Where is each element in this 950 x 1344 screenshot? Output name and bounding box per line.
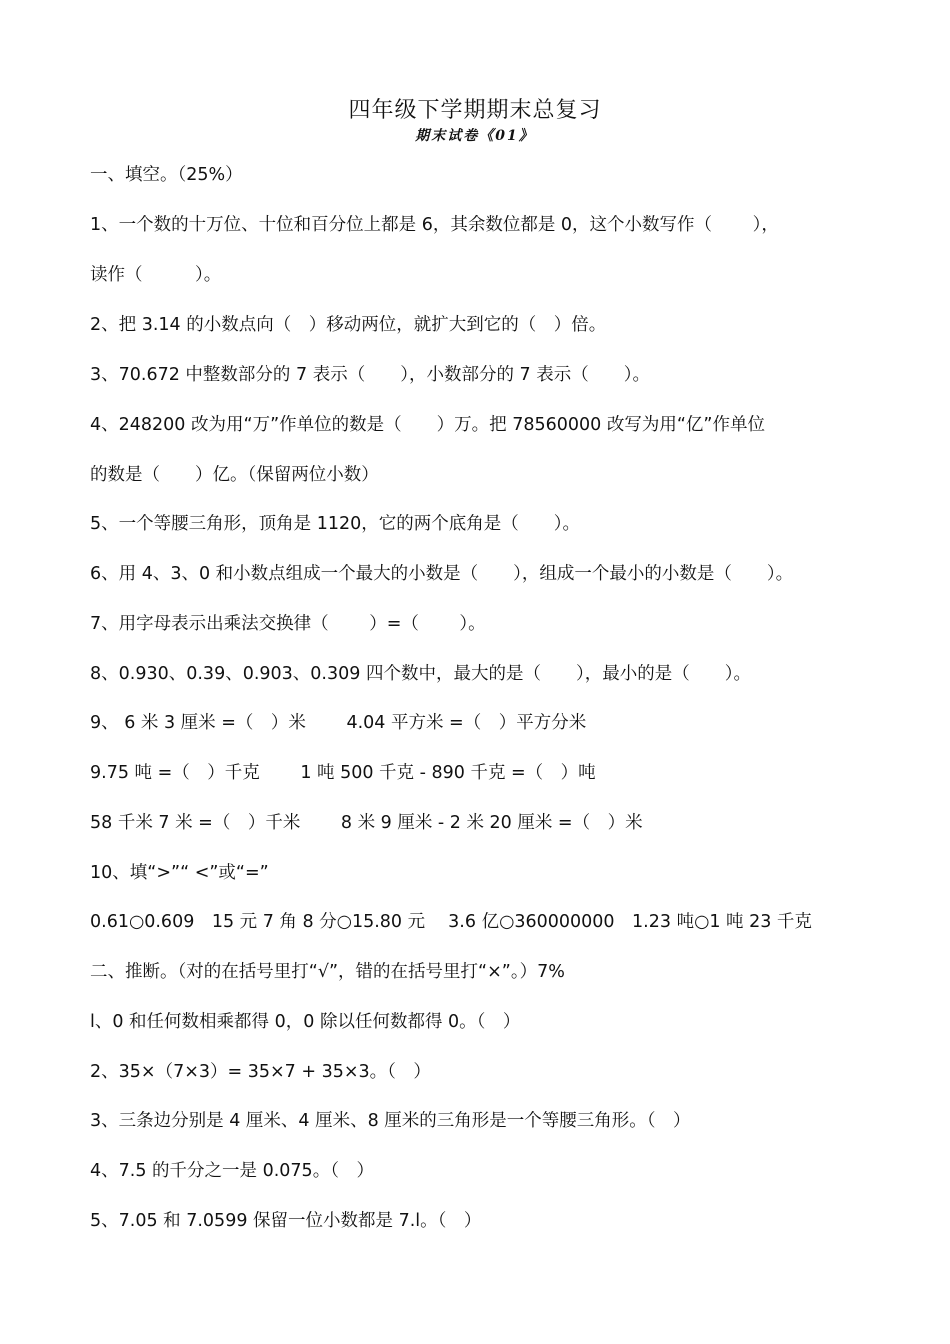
page-subtitle: 期末试卷《01》 (415, 128, 535, 144)
question-5: 5、一个等腰三角形，顶角是 1120，它的两个底角是（ ）。 (90, 514, 580, 534)
question-4-line-1: 4、248200 改为用“万”作单位的数是（ ）万。把 78560000 改写为用“亿”作单位 (90, 415, 765, 435)
judgement-3: 3、三条边分别是 4 厘米、4 厘米、8 厘米的三角形是一个等腰三角形。（ ） (90, 1111, 691, 1131)
question-2: 2、把 3.14 的小数点向（ ）移动两位，就扩大到它的（ ）倍。 (90, 315, 607, 335)
question-9-line-2: 9.75 吨 =（ ）千克 1 吨 500 千克 - 890 千克 =（ ）吨 (90, 763, 596, 783)
judgement-5: 5、7.05 和 7.0599 保留一位小数都是 7.l。（ ） (90, 1211, 482, 1231)
question-4-line-2: 的数是（ ）亿。（保留两位小数） (90, 465, 379, 485)
question-9-line-1: 9、 6 米 3 厘米 =（ ）米 4.04 平方米 =（ ）平方分米 (90, 713, 587, 733)
question-9-line-3: 58 千米 7 米 =（ ）千米 8 米 9 厘米 - 2 米 20 厘米 =（ ）米 (90, 813, 643, 833)
page-title: 四年级下学期期末总复习 (348, 98, 602, 123)
section-heading-fill-in: 一、填空。（25%） (90, 165, 243, 185)
question-1-line-2: 读作（ ）。 (90, 265, 222, 285)
judgement-1: l、0 和任何数相乘都得 0，0 除以任何数都得 0。（ ） (90, 1012, 521, 1032)
judgement-2: 2、35×（7×3）= 35×7 + 35×3。（ ） (90, 1062, 431, 1082)
question-1-line-1: 1、一个数的十万位、十位和百分位上都是 6，其余数位都是 0，这个小数写作（ ）， (90, 215, 779, 235)
question-10-comparisons: 0.61○0.609 15 元 7 角 8 分○15.80 元 3.6 亿○360000000 1.23 吨○1 吨 23 千克 (90, 912, 812, 932)
question-7: 7、用字母表示出乘法交换律（ ）=（ ）。 (90, 614, 486, 634)
judgement-4: 4、7.5 的千分之一是 0.075。（ ） (90, 1161, 374, 1181)
question-3: 3、70.672 中整数部分的 7 表示（ ），小数部分的 7 表示（ ）。 (90, 365, 650, 385)
question-10: 10、填“>”“ <”或“=” (90, 863, 269, 883)
question-8: 8、0.930、0.39、0.903、0.309 四个数中，最大的是（ ），最小的是（ ）。 (90, 664, 751, 684)
section-heading-judgement: 二、推断。（对的在括号里打“√”，错的在括号里打“×”。）7% (90, 962, 565, 982)
question-6: 6、用 4、3、0 和小数点组成一个最大的小数是（ ），组成一个最小的小数是（ ）。 (90, 564, 794, 584)
